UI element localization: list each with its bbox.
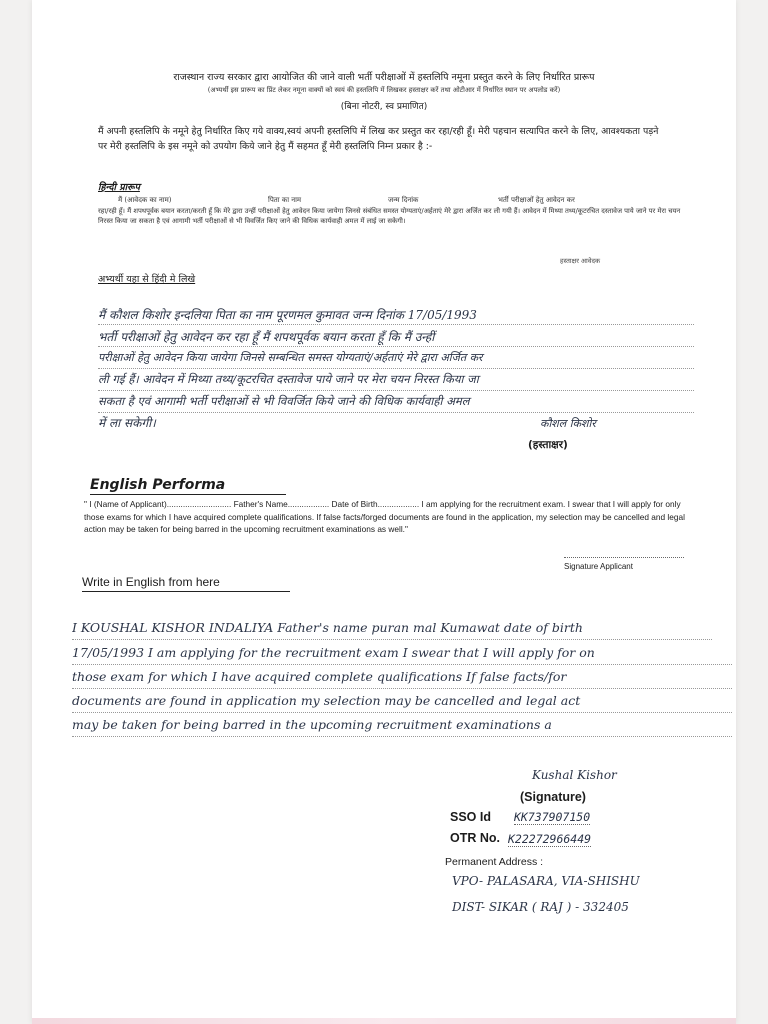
handwritten-hindi-line: ली गई हैं। आवेदन में मिथ्या तथ्य/कूटरचित दस्तावेज पाये जाने पर मेरा चयन निरस्त किया जा [98, 372, 479, 386]
hindi-field-name: मैं (आवेदक का नाम) [118, 196, 172, 204]
handwritten-english-line: may be taken for being barred in the upcoming recruitment examinations a [72, 717, 552, 732]
hindi-signature: कौशल किशोर [540, 417, 596, 430]
otr-number-label: OTR No. [450, 831, 500, 845]
form-note: (बिना नोटरी, स्व प्रमाणित) [340, 102, 428, 112]
writing-line [72, 664, 732, 665]
document-page [32, 0, 736, 1024]
address-line-2: DIST- SIKAR ( RAJ ) - 332405 [452, 900, 629, 914]
hindi-field-exam: भर्ती परीक्षाओं हेतु आवेदन कर [498, 196, 575, 204]
handwritten-english-line: documents are found in application my selection may be cancelled and legal act [72, 693, 581, 708]
english-format-title: English Performa [90, 477, 226, 493]
handwritten-english-line: I KOUSHAL KISHOR INDALIYA Father's name puran mal Kumawat date of birth [72, 620, 583, 635]
permanent-address-label: Permanent Address : [445, 856, 544, 868]
handwritten-english-line: 17/05/1993 I am applying for the recruitment exam I swear that I will apply for on [72, 645, 595, 660]
page-bottom-edge [32, 1018, 736, 1024]
hindi-write-here-label: अभ्यर्थी यहा से हिंदी मे लिखे [98, 274, 196, 285]
english-signature-applicant-label: Signature Applicant [564, 562, 633, 571]
handwritten-hindi-line: सकता है एवं आगामी भर्ती परीक्षाओं से भी विवर्जित किये जाने की विधिक कार्यवाही अमल [98, 394, 470, 408]
english-write-here-label: Write in English from here [82, 575, 220, 589]
hindi-field-dob: जन्म दिनांक [388, 196, 419, 204]
signature-line [564, 557, 684, 558]
writing-line [72, 736, 732, 737]
writing-line [98, 390, 694, 391]
hindi-format-body: रहा/रही हूँ। मैं शपथपूर्वक बयान करता/करती हूँ कि मेरे द्वारा उन्हीं परीक्षाओं हेतु आवेदन किया जायेगा जिनसे संबंधित समस्त योग्यताएं/अर्हताएं मेरे द्वारा अर्जित कर ली गयी हैं। आवेदन में मिथ्या तथ्य/कूटरचित दस्तावेज पाये जाने पर मेरा चयन निरस्त किया जा सकता है एवं आगामी भर्ती परीक्षाओं से भी विवर्जित किए जाने की विधिक कार्यवाही अमल में लाई जा सकेगी। [98, 207, 681, 225]
handwritten-hindi-line: मैं कौशल किशोर इन्दलिया पिता का नाम पूरणमल कुमावत जन्म दिनांक 17/05/1993 [98, 308, 477, 322]
title-underline [90, 494, 286, 495]
writing-line [72, 688, 732, 689]
address-line-1: VPO- PALASARA, VIA-SHISHU [452, 874, 640, 888]
writing-line [72, 712, 732, 713]
handwritten-hindi-line: भर्ती परीक्षाओं हेतु आवेदन कर रहा हूँ मैं शपथपूर्वक बयान करता हूँ कि मैं उन्हीं [98, 330, 435, 344]
handwritten-hindi-line: में ला सकेगी। [98, 416, 156, 430]
form-title: राजस्थान राज्य सरकार द्वारा आयोजित की जाने वाली भर्ती परीक्षाओं में हस्तलिपि नमूना प्रस्तुत करने के लिए निर्धारित प्रारूप [173, 72, 595, 83]
writing-line [98, 368, 694, 369]
english-format-body: " I (Name of Applicant)............................ Father's Name.................. Date of Birth.................. I am applying for the recruitment exam. I swear that I will apply for only those exams for which I have acquired complete qualifications. If false facts/forged documents are found in the application, my selection may be cancelled and legal action may be taken for being barred in the upcoming recruitment examinations as well." [84, 499, 685, 534]
handwritten-hindi-line: परीक्षाओं हेतु आवेदन किया जायेगा जिनसे सम्बन्धित समस्त योग्यताएं/अर्हताएं मेरे द्वारा अर्जित कर [98, 351, 483, 364]
writing-line [98, 412, 694, 413]
writing-line [72, 639, 712, 640]
title-underline [82, 591, 290, 592]
hindi-signature-label: (हस्ताक्षर) [528, 439, 568, 451]
handwritten-english-line: those exam for which I have acquired complete qualifications If false facts/for [72, 669, 567, 684]
otr-number-value: K22272966449 [508, 832, 592, 846]
sso-id-value: KK737907150 [514, 810, 591, 824]
writing-line [98, 324, 694, 325]
sso-id-label: SSO Id [450, 810, 491, 824]
hindi-format-fields [118, 196, 678, 205]
hindi-field-father: पिता का नाम [268, 196, 302, 204]
form-instructions: (अभ्यर्थी इस प्रारूप का प्रिंट लेकर नमूना वाक्यों को स्वयं की हस्तलिपि में लिखकर हस्ताक्षर करें तथा ओटीआर में निर्धारित स्थान पर अपलोड करें) [207, 86, 561, 94]
english-signature-label: (Signature) [520, 790, 586, 804]
english-signature: Kushal Kishor [532, 768, 617, 782]
writing-line [98, 346, 694, 347]
hindi-format-title: हिन्दी प्रारूप [98, 182, 140, 193]
intro-paragraph: मैं अपनी हस्तलिपि के नमूने हेतु निर्धारित किए गये वाक्य,स्वयं अपनी हस्तलिपि में लिख कर प्रस्तुत कर रहा/रही हूँ। मेरी पहचान सत्यापित करने के लिए, आवश्यकता पड़ने पर मेरी हस्तलिपि के इस नमूने को उपयोग किये जाने हेतु मैं सहमत हूँ मेरी हस्तलिपि निम्न प्रकार है :- [98, 126, 659, 152]
hindi-format-signature-label: हस्ताक्षर आवेदक [560, 257, 601, 265]
